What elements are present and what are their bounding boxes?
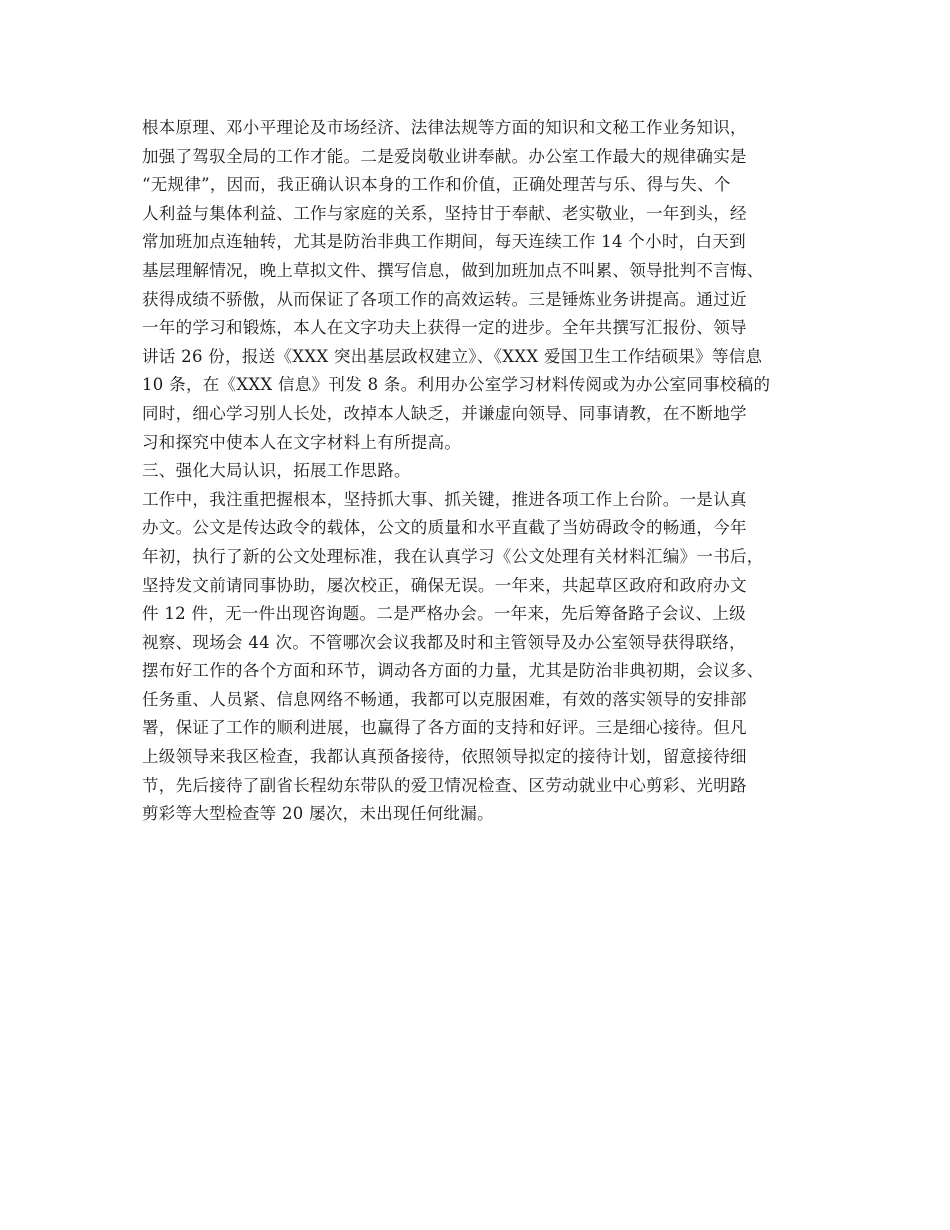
text-line: 加强了驾驭全局的工作才能。二是爱岗敬业讲奉献。办公室工作最大的规律确实是 bbox=[142, 146, 747, 166]
text-line: 根本原理、邓小平理论及市场经济、法律法规等方面的知识和文秘工作业务知识， bbox=[142, 118, 747, 137]
text-line: 件 12 件，无一件出现咨询题。二是严格办会。一年来，先后筹备路子会议、上级 bbox=[142, 604, 746, 624]
text-line: 一年的学习和锻炼，本人在文字功夫上获得一定的进步。全年共撰写汇报份、领导 bbox=[142, 318, 747, 338]
text-line: 工作中，我注重把握根本，坚持抓大事、抓关键，推进各项工作上台阶。一是认真 bbox=[142, 489, 747, 509]
text-line: 节，先后接待了副省长程幼东带队的爱卫情况检查、区劳动就业中心剪彩、光明路 bbox=[142, 775, 747, 795]
text-line: 剪彩等大型检查等 20 屡次，未出现任何纰漏。 bbox=[142, 804, 494, 824]
document-body bbox=[142, 114, 832, 829]
text-line: 讲话 26 份，报送《XXX 突出基层政权建立》、《XXX 爱国卫生工作结硕果》等信息 bbox=[142, 346, 763, 366]
text-line: 视察、现场会 44 次。不管哪次会议我都及时和主管领导及办公室领导获得联络， bbox=[142, 632, 746, 652]
text-line: 习和探究中使本人在文字材料上有所提高。 bbox=[142, 432, 462, 452]
text-line: 常加班加点连轴转，尤其是防治非典工作期间，每天连续工作 14 个小时，白天到 bbox=[142, 232, 746, 252]
text-line: 10 条，在《XXX 信息》刊发 8 条。利用办公室学习材料传阅或为办公室同事校稿的 bbox=[142, 375, 771, 395]
text-line: 办文。公文是传达政令的载体，公文的质量和水平直截了当妨碍政令的畅通，今年 bbox=[142, 518, 747, 538]
text-line: 年初，执行了新的公文处理标准，我在认真学习《公文处理有关材料汇编》一书后， bbox=[142, 546, 764, 566]
text-line: 获得成绩不骄傲，从而保证了各项工作的高效运转。三是锤炼业务讲提高。通过近 bbox=[142, 289, 747, 309]
text-line: “无规律”，因而，我正确认识本身的工作和价值，正确处理苦与乐、得与失、个 bbox=[142, 175, 731, 195]
text-line: 署，保证了工作的顺利进展，也赢得了各方面的支持和好评。三是细心接待。但凡 bbox=[142, 718, 747, 738]
text-line: 基层理解情况，晚上草拟文件、撰写信息，做到加班加点不叫累、领导批判不言悔、 bbox=[142, 260, 764, 280]
text-line: 人利益与集体利益、工作与家庭的关系，坚持甘于奉献、老实敬业，一年到头，经 bbox=[142, 203, 747, 223]
text-line: 摆布好工作的各个方面和环节，调动各方面的力量，尤其是防治非典初期，会议多、 bbox=[142, 661, 764, 681]
section-heading: 三、强化大局认识，拓展工作思路。 bbox=[142, 461, 411, 481]
text-line: 同时，细心学习别人长处，改掉本人缺乏，并谦虚向领导、同事请教，在不断地学 bbox=[142, 403, 747, 423]
text-line: 任务重、人员紧、信息网络不畅通，我都可以克服困难，有效的落实领导的安排部 bbox=[142, 689, 747, 709]
text-line: 上级领导来我区检查，我都认真预备接待，依照领导拟定的接待计划，留意接待细 bbox=[142, 747, 747, 767]
text-line: 坚持发文前请同事协助，屡次校正，确保无误。一年来，共起草区政府和政府办文 bbox=[142, 575, 747, 595]
